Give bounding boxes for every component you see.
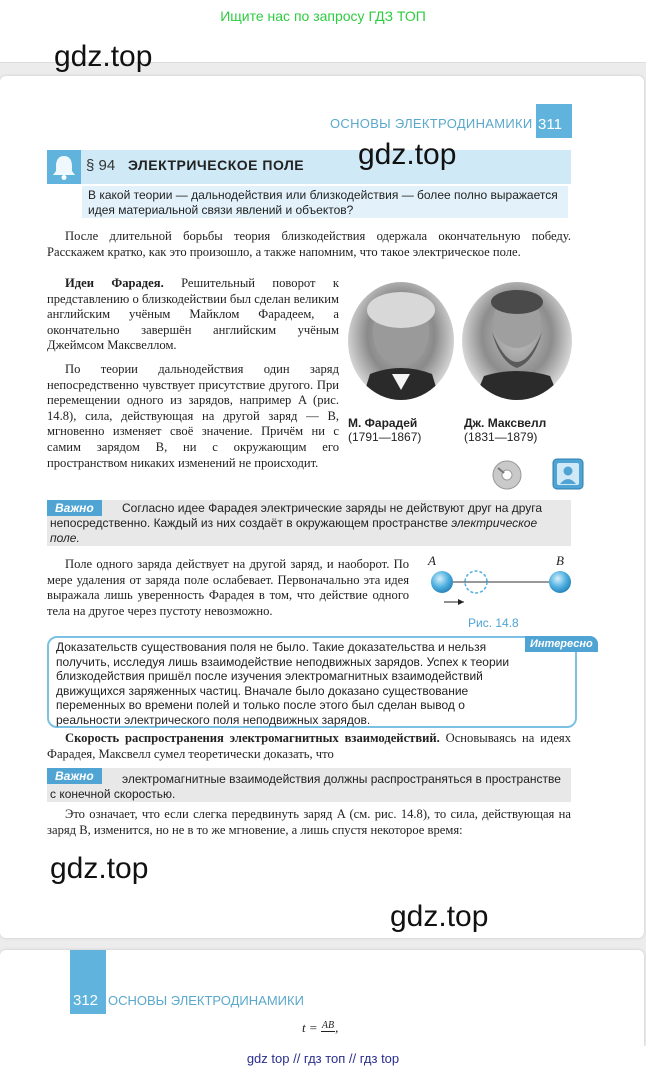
page-number-312: 312 bbox=[73, 992, 99, 1009]
interesting-tag: Интересно bbox=[525, 636, 598, 652]
watermark: gdz.top bbox=[54, 40, 153, 73]
figure-caption: Рис. 14.8 bbox=[468, 616, 519, 630]
section-question: В какой теории — дальнодействия или близкодействия — более полно выражается идея материальной связи явлений и объектов? bbox=[82, 186, 568, 218]
interesting-text: Доказательств существования поля не было. Такие доказательства и нельзя получить, исследуя лишь взаимодействие неподвижных зарядов. Успех к теории близкодействия пришёл после изучения электромагнитных взаимодействий движущихся заряженных частиц. Вначале было доказано существование переменных во времени полей и только после этого был сделан вывод о реальности электрического поля неподвижных зарядов. bbox=[56, 640, 510, 727]
top-banner bbox=[0, 0, 646, 36]
formula-fraction bbox=[321, 1020, 335, 1038]
maxwell-name: Дж. Максвелл bbox=[464, 416, 547, 430]
speed-text: Основываясь на идеях Фарадея, Максвелл сумел теоретически доказать, что bbox=[47, 731, 572, 761]
important-text-2: электромагнитные взаимодействия должны распространяться в пространстве с конечной скоростью. bbox=[50, 772, 561, 801]
disc-icon[interactable] bbox=[492, 460, 522, 490]
field-paragraph: Поле одного заряда действует на другой заряд, и наоборот. По мере удаления от заряда поле ослабевает. Первоначально эта идея выражала лишь уверенность Фарадея в том, что действие одного тела на другое через пустоту невозможно. bbox=[47, 557, 409, 618]
formula-lhs: t = bbox=[302, 1020, 318, 1035]
watermark: gdz.top bbox=[358, 138, 457, 171]
speed-heading: Скорость распространения электромагнитных взаимодействий. bbox=[65, 731, 440, 745]
faraday-name: М. Фарадей bbox=[348, 416, 418, 430]
important-text-1-emphasis: электрическое поле. bbox=[50, 516, 538, 545]
running-title: ОСНОВЫ ЭЛЕКТРОДИНАМИКИ bbox=[330, 116, 533, 131]
section-number: § 94 bbox=[86, 157, 116, 174]
formula-tail: , bbox=[335, 1020, 339, 1035]
speed-paragraph bbox=[47, 731, 571, 762]
maxwell-portrait bbox=[462, 282, 572, 400]
faraday-paragraph bbox=[47, 276, 339, 354]
intro-paragraph: После длительной борьбы теория близкодействия одержала окончательную победу. Расскажем кратко, как это произошло, а также напомним, что такое электрическое поле. bbox=[47, 229, 571, 259]
important-tag-1: Важно bbox=[47, 500, 102, 516]
bottom-links[interactable]: gdz top // гдз топ // гдз top bbox=[246, 1051, 400, 1066]
important-tag-2: Важно bbox=[47, 768, 102, 784]
faraday-years: (1791—1867) bbox=[348, 430, 422, 444]
bottom-bar bbox=[0, 1046, 646, 1076]
faraday-portrait bbox=[348, 282, 454, 400]
page-number: 311 bbox=[538, 116, 562, 133]
bell-icon bbox=[47, 150, 81, 184]
figure-label-b: B bbox=[556, 553, 564, 568]
formula-denominator bbox=[321, 1032, 335, 1038]
section-header bbox=[47, 150, 571, 184]
figure-14-8 bbox=[420, 552, 576, 612]
watermark: gdz.top bbox=[50, 852, 149, 885]
running-title-312: ОСНОВЫ ЭЛЕКТРОДИНАМИКИ bbox=[108, 993, 304, 1008]
formula-numerator: AB bbox=[321, 1020, 335, 1032]
important-text-1-body: Согласно идее Фарадея электрические заряды не действуют друг на друга непосредственно. Каждый из них создаёт в окружающем пространстве bbox=[50, 501, 543, 530]
top-banner-text[interactable]: Ищите нас по запросу ГДЗ ТОП bbox=[220, 8, 426, 24]
faraday-heading: Идеи Фарадея. bbox=[65, 276, 164, 290]
theory-paragraph: По теории дальнодействия один заряд непосредственно чувствует присутствие другого. При перемещении одного из зарядов, например A (рис. 14.8), сила, действующая на другой заряд — B, мгновенно изменяет своё значение. Причём ни с самим зарядом B, ни с окружающим его пространством никаких изменений не происходит. bbox=[47, 362, 339, 470]
watermark: gdz.top bbox=[390, 900, 489, 933]
closing-paragraph: Это означает, что если слегка передвинуть заряд A (см. рис. 14.8), то сила, действующая на заряд B, изменится, но не в то же мгновение, а лишь спустя некоторое время: bbox=[47, 807, 571, 837]
section-title: ЭЛЕКТРИЧЕСКОЕ ПОЛЕ bbox=[128, 157, 305, 173]
important-text-1 bbox=[50, 501, 568, 546]
formula bbox=[302, 1020, 338, 1038]
figure-label-a: A bbox=[428, 553, 436, 568]
faraday-text: Решительный поворот к представлению о близкодействии был сделан великим английским учёным Майклом Фарадеем, а окончательно завершён английским учёным Джеймсом Максвеллом. bbox=[47, 276, 339, 353]
maxwell-years: (1831—1879) bbox=[464, 430, 538, 444]
user-icon[interactable] bbox=[552, 458, 584, 490]
